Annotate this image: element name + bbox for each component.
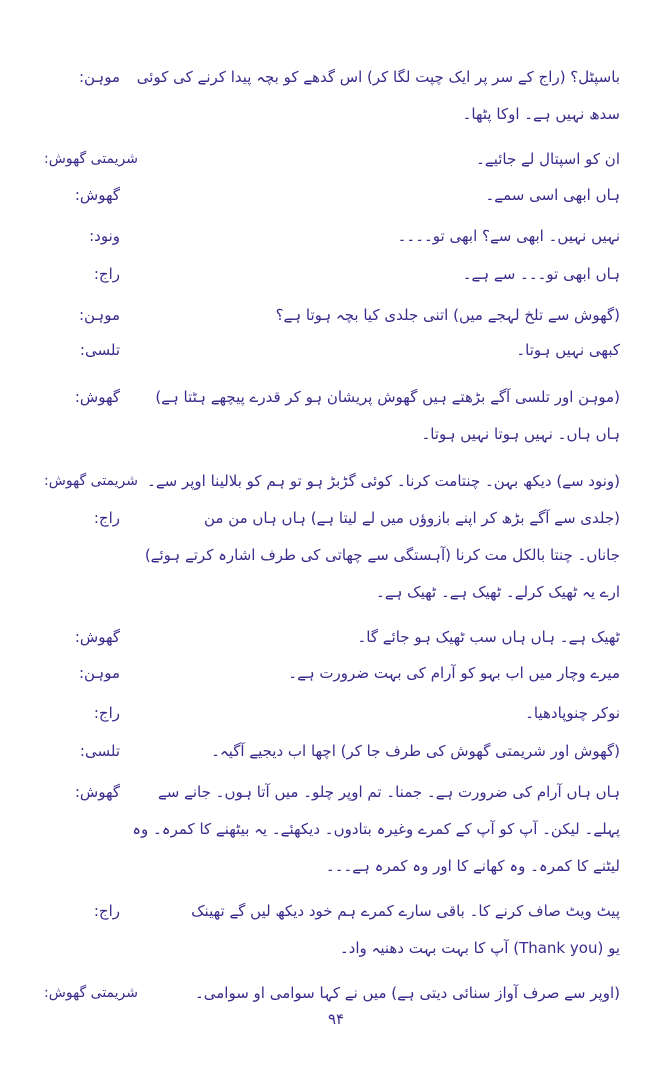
speaker-name: گھوش: bbox=[74, 186, 120, 204]
dialogue-line: (اوپر سے صرف آواز سنائی دیتی ہے) میں نے کہا سوامی او سوامی۔ bbox=[194, 984, 620, 1002]
dialogue-entry-ghosh-4 bbox=[42, 781, 620, 877]
speaker-name: ونود: bbox=[89, 227, 120, 245]
dialogue-entry-mohan-2 bbox=[42, 304, 620, 326]
dialogue-entry-mrs-ghosh-3 bbox=[42, 982, 620, 1004]
dialogue-line: پیٹ ویٹ صاف کرنے کا۔ باقی سارے کمرے ہم خود دیکھ لیں گے تھینک bbox=[191, 902, 620, 920]
speaker-name: گھوش: bbox=[74, 628, 120, 646]
dialogue-entry-raj-2 bbox=[42, 507, 620, 603]
speaker-name: راج: bbox=[93, 902, 120, 920]
speaker-name: شریمتی گھوش: bbox=[44, 151, 138, 167]
dialogue-entry-raj-1 bbox=[42, 263, 620, 285]
speaker-name: تلسی: bbox=[79, 742, 120, 760]
dialogue-line: لیٹنے کا کمرہ۔ وہ کھانے کا اور وہ کمرہ ہے۔۔۔ bbox=[325, 857, 620, 875]
dialogue-line: ہاں ابھی اسی سمے۔ bbox=[485, 186, 620, 204]
dialogue-line: ارے یہ ٹھیک کرلے۔ ٹھیک ہے۔ ٹھیک ہے۔ bbox=[376, 583, 620, 601]
speaker-name: راج: bbox=[93, 265, 120, 283]
dialogue-line: ٹھیک ہے۔ ہاں ہاں سب ٹھیک ہو جائے گا۔ bbox=[357, 628, 620, 646]
speaker-name: شریمتی گھوش: bbox=[44, 473, 138, 489]
dialogue-entry-tulsi-1 bbox=[42, 339, 620, 361]
page-number: ۹۴ bbox=[327, 1010, 345, 1028]
dialogue-entry-mrs-ghosh-1 bbox=[42, 148, 620, 170]
dialogue-line: سدھ نہیں ہے۔ اوکا پٹھا۔ bbox=[462, 105, 620, 123]
dialogue-line: پہلے۔ لیکن۔ آپ کو آپ کے کمرے وغیرہ بتادوں۔ دیکھئے۔ یہ بیٹھنے کا کمرہ۔ وہ bbox=[132, 820, 620, 838]
dialogue-line: (گھوش سے تلخ لہجے میں) اتنی جلدی کیا بچہ ہوتا ہے؟ bbox=[275, 306, 620, 324]
dialogue-line: یو (Thank you) آپ کا بہت بہت دھنیہ واد۔ bbox=[339, 939, 620, 957]
dialogue-entry-tulsi-2 bbox=[42, 740, 620, 762]
dialogue-entry-raj-3 bbox=[42, 702, 620, 724]
dialogue-line: (جلدی سے آگے بڑھ کر اپنے بازوؤں میں لے لیتا ہے) ہاں ہاں من من bbox=[203, 509, 620, 527]
speaker-name: شریمتی گھوش: bbox=[44, 985, 138, 1001]
speaker-name: تلسی: bbox=[79, 341, 120, 359]
speaker-name: گھوش: bbox=[74, 783, 120, 801]
dialogue-entry-ghosh-1 bbox=[42, 184, 620, 206]
dialogue-line: ہاں ابھی تو۔۔۔ سے ہے۔ bbox=[462, 265, 620, 283]
speaker-name: راج: bbox=[93, 704, 120, 722]
dialogue-line: (گھوش اور شریمتی گھوش کی طرف جا کر) اچھا اب دیجیے آگیہ۔ bbox=[211, 742, 620, 760]
speaker-name: موہن: bbox=[78, 664, 120, 682]
dialogue-line: ہاں ہاں۔ نہیں ہوتا نہیں ہوتا۔ bbox=[421, 425, 620, 443]
dialogue-line: جاناں۔ چنتا بالکل مت کرنا (آہستگی سے چھاتی کی طرف اشارہ کرتے ہوئے) bbox=[144, 546, 620, 564]
dialogue-line: (موہن اور تلسی آگے بڑھتے ہیں گھوش پریشان ہو کر قدرے پیچھے ہٹتا ہے) bbox=[155, 388, 620, 406]
dialogue-line: میرے وچار میں اب بہو کو آرام کی بہت ضرورت ہے۔ bbox=[288, 664, 620, 682]
speaker-name: موہن: bbox=[78, 306, 120, 324]
dialogue-line: کبھی نہیں ہوتا۔ bbox=[516, 341, 620, 359]
dialogue-entry-mrs-ghosh-2 bbox=[42, 470, 620, 492]
dialogue-line: باسپٹل؟ (راج کے سر پر ایک چپت لگا کر) اس گدھے کو بچہ پیدا کرنے کی کوئی bbox=[136, 68, 620, 86]
dialogue-line: نوکر چنوپادھیا۔ bbox=[525, 704, 620, 722]
dialogue-entry-mohan-1 bbox=[42, 66, 620, 125]
speaker-name: گھوش: bbox=[74, 388, 120, 406]
dialogue-entry-ghosh-2 bbox=[42, 386, 620, 445]
dialogue-line: (ونود سے) دیکھ بہن۔ چنتامت کرنا۔ کوئی گڑبڑ ہو تو ہم کو بلالینا اوپر سے۔ bbox=[147, 472, 620, 490]
dialogue-entry-ghosh-3 bbox=[42, 626, 620, 648]
speaker-name: موہن: bbox=[78, 68, 120, 86]
dialogue-line: ہاں ہاں آرام کی ضرورت ہے۔ جمنا۔ تم اوپر چلو۔ میں آتا ہوں۔ جانے سے bbox=[157, 783, 620, 801]
dialogue-line: ان کو اسپتال لے جائیے۔ bbox=[476, 150, 620, 168]
speaker-name: راج: bbox=[93, 509, 120, 527]
dialogue-entry-mohan-3 bbox=[42, 662, 620, 684]
dialogue-line: نہیں نہیں۔ ابھی سے؟ ابھی تو۔۔۔۔ bbox=[397, 227, 620, 245]
dialogue-entry-raj-4 bbox=[42, 900, 620, 959]
dialogue-entry-vinod-1 bbox=[42, 225, 620, 247]
